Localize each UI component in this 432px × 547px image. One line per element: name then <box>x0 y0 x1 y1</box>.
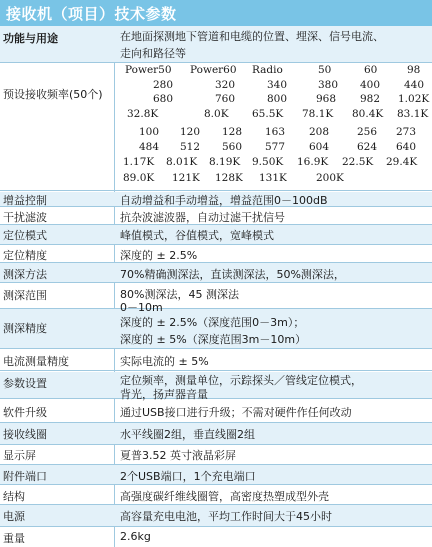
row-separator <box>0 444 432 445</box>
freq-value: Radio <box>252 64 283 76</box>
value-filter: 抗杂波滤波器，自动过滤干扰信号 <box>120 211 285 224</box>
row-separator <box>0 190 432 191</box>
value-function-line2: 走向和路径等 <box>120 47 186 60</box>
freq-value: 256 <box>357 126 378 138</box>
label-locate-mode: 定位模式 <box>3 229 47 242</box>
value-ports: 2个USB端口，1个充电端口 <box>120 470 256 483</box>
freq-value: 400 <box>360 79 381 91</box>
freq-value: 440 <box>404 79 425 91</box>
row-separator <box>0 262 432 263</box>
page-title: 接收机（项目）技术参数 <box>6 5 177 23</box>
freq-value: 273 <box>396 126 417 138</box>
value-gain: 自动增益和手动增益，增益范围0－100dB <box>120 194 328 207</box>
row-separator <box>0 244 432 245</box>
label-depth-method: 测深方法 <box>3 268 47 281</box>
freq-value: 280 <box>153 79 174 91</box>
freq-value: 131K <box>259 172 287 184</box>
label-weight: 重量 <box>3 532 25 545</box>
label-filter: 干扰滤波 <box>3 211 47 224</box>
freq-value: 98 <box>407 64 421 76</box>
value-locate-mode: 峰值模式，谷值模式，宽峰模式 <box>120 229 274 242</box>
freq-value: 128 <box>222 126 243 138</box>
row-separator <box>0 282 432 283</box>
freq-value: 128K <box>215 172 243 184</box>
label-gain: 增益控制 <box>3 194 47 207</box>
row-separator <box>0 422 432 423</box>
value-current-acc: 实际电流的 ± 5% <box>120 355 209 368</box>
freq-value: 83.1K <box>397 108 429 120</box>
value-params-line1: 定位频率，测量单位，示踪探头／管线定位模式， <box>120 374 362 387</box>
freq-value: Power60 <box>190 64 237 76</box>
freq-value: 560 <box>222 141 243 153</box>
freq-value: 89.0K <box>123 172 155 184</box>
label-upgrade: 软件升级 <box>3 406 47 419</box>
freq-value: 968 <box>316 93 337 105</box>
freq-value: 604 <box>309 141 330 153</box>
row-separator <box>0 398 432 399</box>
freq-value: 800 <box>267 93 288 105</box>
row-separator <box>0 504 432 505</box>
freq-value: 760 <box>215 93 236 105</box>
label-power: 电源 <box>3 510 25 523</box>
value-depth-method: 70%精确测深法，直读测深法，50%测深法， <box>120 268 345 281</box>
row-separator <box>0 526 432 527</box>
row-separator <box>0 308 432 309</box>
freq-value: 121K <box>172 172 200 184</box>
value-coils: 水平线圈2组，垂直线圈2组 <box>120 428 255 441</box>
freq-value: 577 <box>265 141 286 153</box>
label-frequency: 预设接收频率(50个) <box>3 88 103 101</box>
freq-value: 50 <box>318 64 332 76</box>
label-depth-acc: 测深精度 <box>3 322 47 335</box>
row-separator <box>0 370 432 371</box>
freq-value: 9.50K <box>252 156 284 168</box>
freq-value: 8.01K <box>166 156 198 168</box>
freq-value: 680 <box>153 93 174 105</box>
freq-value: 80.4K <box>352 108 384 120</box>
label-current-acc: 电流测量精度 <box>3 355 69 368</box>
row-separator <box>0 348 432 349</box>
value-depth-acc-line1: 深度的 ± 2.5%（深度范围0－3m）； <box>120 316 305 329</box>
freq-value: 78.1K <box>302 108 334 120</box>
freq-value: 380 <box>318 79 339 91</box>
label-depth-range: 测深范围 <box>3 289 47 302</box>
freq-value: 22.5K <box>342 156 374 168</box>
label-structure: 结构 <box>3 490 25 503</box>
freq-value: 65.5K <box>252 108 284 120</box>
label-params: 参数设置 <box>3 377 47 390</box>
value-function-line1: 在地面探测地下管道和电缆的位置、埋深、信号电流、 <box>120 30 384 43</box>
freq-value: 8.19K <box>209 156 241 168</box>
freq-value: 1.17K <box>123 156 155 168</box>
value-power: 高容量充电电池，平均工作时间大于45小时 <box>120 510 332 523</box>
value-upgrade: 通过USB接口进行升级；不需对硬件作任何改动 <box>120 406 352 419</box>
freq-value: 320 <box>215 79 236 91</box>
freq-value: 16.9K <box>297 156 329 168</box>
freq-value: 29.4K <box>386 156 418 168</box>
freq-value: 208 <box>309 126 330 138</box>
value-locate-acc: 深度的 ± 2.5% <box>120 249 198 262</box>
freq-value: 100 <box>139 126 160 138</box>
label-ports: 附件端口 <box>3 470 47 483</box>
freq-value: 484 <box>139 141 160 153</box>
value-structure: 高强度碳纤维线圈管，高密度热塑成型外壳 <box>120 490 329 503</box>
freq-value: 163 <box>265 126 286 138</box>
freq-value: 982 <box>360 93 381 105</box>
value-weight: 2.6kg <box>120 530 151 543</box>
row-separator <box>0 464 432 465</box>
freq-value: 512 <box>180 141 201 153</box>
value-depth-range-line2: 0－10m <box>120 301 163 314</box>
row-separator <box>0 62 432 63</box>
freq-value: Power50 <box>125 64 172 76</box>
freq-value: 120 <box>180 126 201 138</box>
freq-value: 340 <box>267 79 288 91</box>
value-display: 夏普3.52 英寸液晶彩屏 <box>120 449 236 462</box>
freq-value: 8.0K <box>204 108 229 120</box>
freq-value: 32.8K <box>127 108 159 120</box>
freq-value: 624 <box>357 141 378 153</box>
label-function: 功能与用途 <box>3 32 58 45</box>
label-display: 显示屏 <box>3 449 36 462</box>
freq-value: 60 <box>364 64 378 76</box>
freq-value: 200K <box>316 172 344 184</box>
label-coils: 接收线圈 <box>3 428 47 441</box>
value-depth-acc-line2: 深度的 ± 5%（深度范围3m－10m） <box>120 333 307 346</box>
value-depth-range-line1: 80%测深法，45 测深法 <box>120 288 239 301</box>
row-separator <box>0 484 432 485</box>
freq-value: 640 <box>396 141 417 153</box>
title-bar <box>0 0 432 26</box>
freq-value: 1.02K <box>398 93 430 105</box>
value-params-line2: 背光，扬声器音量 <box>120 388 208 401</box>
label-locate-acc: 定位精度 <box>3 249 47 262</box>
